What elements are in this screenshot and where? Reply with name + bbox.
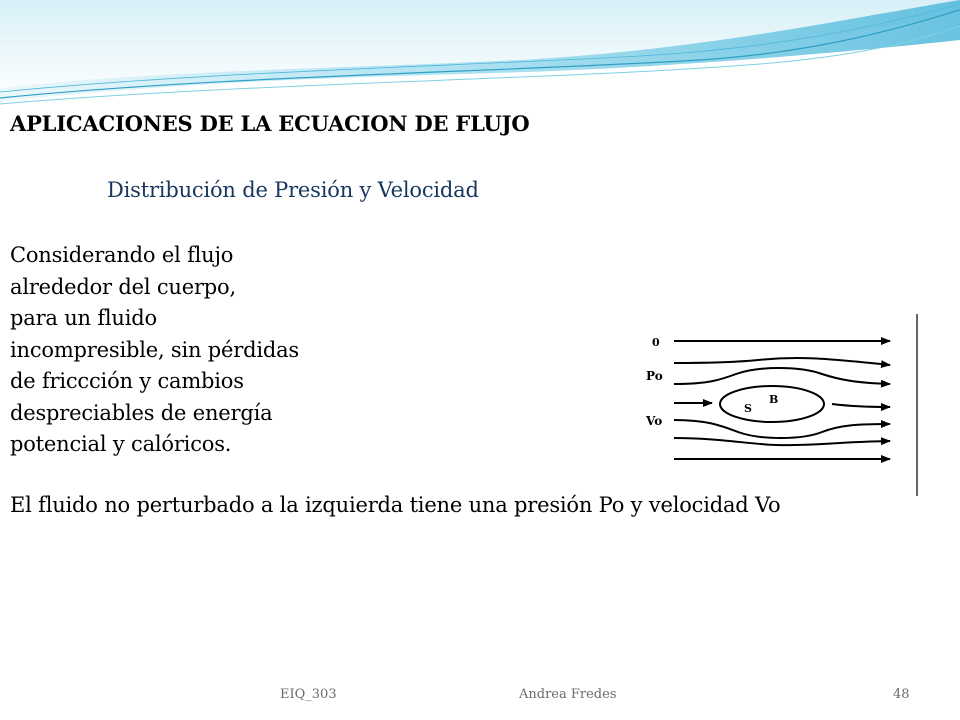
streamline-diagram xyxy=(608,314,920,496)
footer-author: Andrea Fredes xyxy=(519,687,617,702)
slide-subtitle: Distribución de Presión y Velocidad xyxy=(107,178,479,202)
footer-page-number: 48 xyxy=(893,687,910,702)
header-wave-decoration xyxy=(0,0,960,110)
description-line: despreciables de energía xyxy=(10,400,273,425)
flow-around-body-diagram xyxy=(608,314,920,496)
flow-condition-note: El fluido no perturbado a la izquierda tiene una presión Po y velocidad Vo xyxy=(10,493,781,517)
label-velocity: Vo xyxy=(646,414,663,428)
streamline xyxy=(674,438,890,445)
description-line: potencial y calóricos. xyxy=(10,432,232,456)
description-line: de friccción y cambios xyxy=(10,369,244,393)
description-line: Considerando el flujo xyxy=(10,243,234,267)
streamline xyxy=(674,368,890,384)
description-line: alrededor del cuerpo, xyxy=(10,274,236,299)
label-pressure: Po xyxy=(646,369,663,383)
description-line: incompresible, sin pérdidas xyxy=(10,337,299,362)
description-paragraph xyxy=(10,240,299,461)
slide-title: APLICACIONES DE LA ECUACION DE FLUJO xyxy=(10,111,530,136)
streamline xyxy=(674,358,890,365)
label-body: B xyxy=(769,393,779,406)
streamline xyxy=(832,404,890,407)
label-stagnation-point: S xyxy=(744,402,752,415)
footer-course-code: EIQ_303 xyxy=(280,687,337,702)
streamline xyxy=(674,420,890,438)
description-line: para un fluido xyxy=(10,306,157,330)
label-zero: 0 xyxy=(652,336,660,349)
